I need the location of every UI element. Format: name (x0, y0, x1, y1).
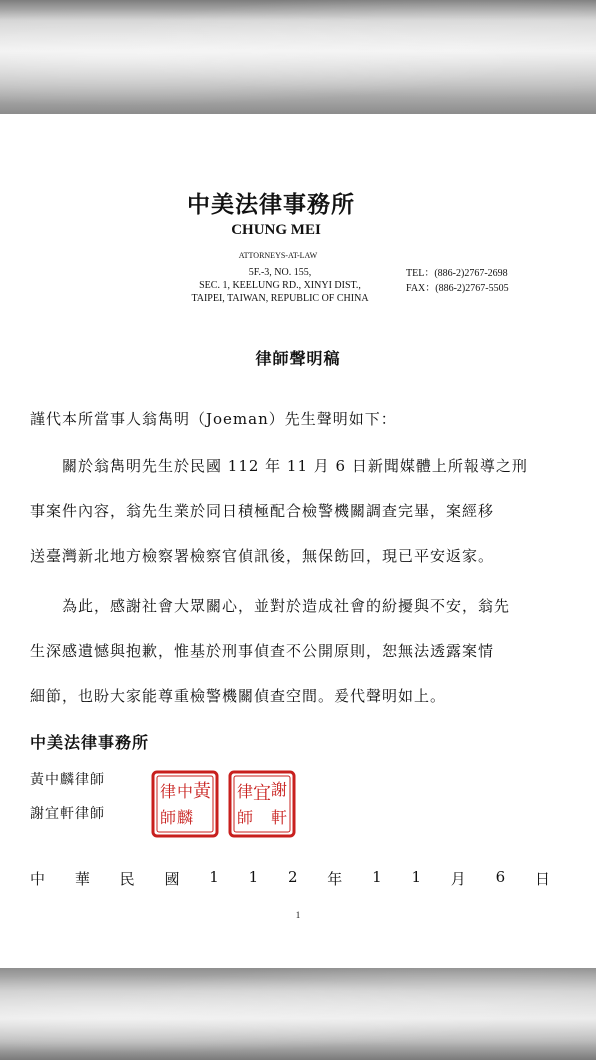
telephone: TEL：(886-2)2767-2698 (406, 268, 508, 279)
signature-firm-name: 中美法律事務所 (30, 733, 150, 752)
date-char: 華 (74, 870, 90, 888)
paragraph-line: 關於翁雋明先生於民國 112 年 11 月 6 日新聞媒體上所報導之刑 (62, 457, 528, 475)
seal-char: 麟 (176, 808, 194, 827)
seal-char: 師 (236, 808, 254, 827)
seal-char: 軒 (270, 808, 288, 827)
page-number: 1 (295, 910, 301, 920)
seal-char: 宜 (253, 783, 271, 804)
fax: FAX：(886-2)2767-5505 (406, 283, 509, 294)
firm-address (170, 266, 390, 305)
date-char: 年 (327, 870, 343, 888)
paragraph-line: 事案件內容，翁先生業於同日積極配合檢警機關調查完畢，案經移 (30, 502, 495, 520)
date-char: 1 (209, 868, 219, 886)
date-char: 中 (30, 870, 46, 888)
date-char: 1 (411, 868, 421, 886)
statement-paragraph-2 (30, 584, 550, 719)
date-char: 1 (248, 868, 259, 886)
address-line: TAIPEI, TAIWAN, REPUBLIC OF CHINA (191, 293, 369, 304)
date-char: 2 (287, 868, 298, 886)
date-char: 國 (164, 870, 180, 888)
date-char: 1 (372, 868, 382, 886)
document-title: 律師聲明稿 (255, 349, 341, 368)
seal-char: 中 (176, 782, 194, 801)
paragraph-line: 生深感遺憾與抱歉，惟基於刑事偵查不公開原則，恕無法透露案情 (30, 642, 495, 660)
address-line: SEC. 1, KEELUNG RD., XINYI DIST., (199, 280, 361, 291)
date-char: 日 (534, 870, 550, 888)
statement-paragraph-1 (30, 444, 550, 579)
firm-name-chinese: 中美法律事務所 (187, 192, 355, 218)
paragraph-line: 送臺灣新北地方檢察署檢察官偵訊後，無保飭回，現已平安返家。 (30, 547, 495, 565)
blurred-background-top (0, 0, 596, 114)
seal-char: 律 (159, 782, 177, 801)
seal-char: 律 (236, 782, 254, 801)
seal-char: 黃 (193, 781, 211, 802)
blurred-background-bottom (0, 968, 596, 1060)
paragraph-line: 為此，感謝社會大眾關心，並對於造成社會的紛擾與不安，翁先 (62, 597, 511, 615)
date-char: 6 (495, 868, 506, 886)
lawyer-seal-hsieh (227, 769, 297, 839)
seal-char: 謝 (270, 780, 288, 799)
date-char: 民 (119, 870, 135, 888)
firm-name-english: CHUNG MEI (231, 222, 321, 238)
statement-date (30, 868, 550, 889)
statement-intro: 謹代本所當事人翁雋明（Joeman）先生聲明如下： (30, 410, 397, 428)
date-char: 月 (450, 870, 466, 888)
address-line: 5F.-3, NO. 155, (248, 267, 312, 278)
firm-contact (406, 266, 509, 296)
paragraph-line: 細節，也盼大家能尊重檢警機關偵查空間。爰代聲明如上。 (30, 687, 447, 705)
document-page (0, 114, 596, 968)
lawyer-name: 謝宜軒律師 (30, 806, 105, 822)
firm-subtitle: ATTORNEYS-AT-LAW (238, 251, 318, 260)
lawyer-name: 黃中麟律師 (30, 772, 105, 788)
seal-char: 師 (159, 808, 177, 827)
lawyer-seal-huang (150, 769, 220, 839)
